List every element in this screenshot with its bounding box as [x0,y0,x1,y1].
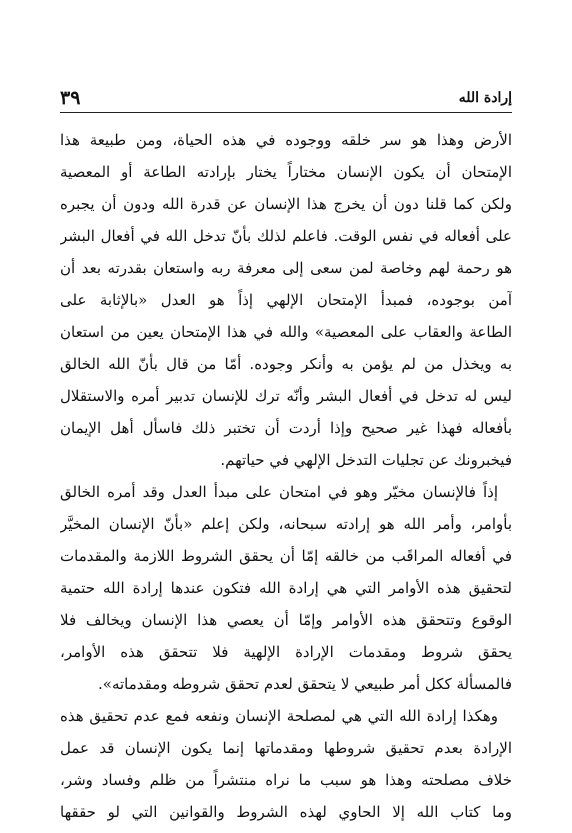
text-line: وهكذا إرادة الله التي هي لمصلحة الإنسان ونفعه فمع عدم تحقيق هذه [60,707,498,725]
text-line: فيخبرونك عن تجليات التدخل الإلهي في حياتهم. [220,451,512,469]
paragraph [60,476,512,700]
paragraph [60,124,512,476]
body-text [60,124,512,828]
text-line: إذاً فالإنسان مخيّر وهو في امتحان على مبدأ العدل وقد أمره الخالق [60,483,498,501]
text-line: يحقق شروط ومقدمات الإرادة الإلهية فلا تتحقق هذه الأوامر، [60,643,512,661]
text-line: هو رحمة لهم وخاصة لمن سعى إلى معرفة ربه واستعان بقدرته بعد أن [60,259,512,277]
text-line: الوقوع وتتحقق هذه الأوامر وإمّا أن يعصي هذا الإنسان ويخالف فلا [60,611,512,629]
text-line: الأرض وهذا هو سر خلقه ووجوده في هذه الحياة، ومن طبيعة هذا [60,131,512,149]
text-line: الإرادة بعدم تحقيق شروطها ومقدماتها إنما يكون الإنسان قد عمل [60,739,512,757]
text-line: الطاعة والعقاب على المعصية» والله في هذا الإمتحان يعين من استعان [60,323,512,341]
text-line: بأفعاله فهذا غير صحيح وإذا أردت أن تختبر ذلك فاسأل أهل الإيمان [60,419,512,437]
text-line: لتحقيق هذه الأوامر التي هي إرادة الله فتكون عندها إرادة الله حتمية [60,579,512,597]
text-line: ليس له تدخل في أفعال البشر وأنّه ترك للإنسان تدبير أمره والاستقلال [60,387,512,405]
page-number: ٣٩ [60,87,81,109]
text-line: بأوامر، وأمر الله هو إرادته سبحانه، ولكن إعلم «بأنّ الإنسان المخيَّر [60,515,512,533]
paragraph [60,700,512,828]
running-title: إرادة الله [458,90,512,106]
text-line: الإمتحان أن يكون الإنسان مختاراً يختار بإرادته الطاعة أو المعصية [60,163,512,181]
text-line: فالمسألة ككل أمر طبيعي لا يتحقق لعدم تحقق شروطه ومقدماته». [98,675,512,693]
text-line: آمن بوجوده، فمبدأ الإمتحان الإلهي إذاً هو العدل «بالإثابة على [60,291,512,309]
text-line: به ويخذل من لم يؤمن به وأنكر وجوده. أمّا من قال بأنّ الله الخالق [60,355,512,373]
text-line: على أفعاله في نفس الوقت. فاعلم لذلك بأنّ تدخل الله في أفعال البشر [60,227,512,245]
text-line: خلاف مصلحته وهذا هو سبب ما نراه منتشراً من ظلم وفساد وشر، [60,771,512,789]
page-header [60,86,512,113]
text-line: في أفعاله المراقَب من خالقه إمّا أن يحقق الشروط اللازمة والمقدمات [60,547,512,565]
text-line: وما كتاب الله إلا الحاوي لهذه الشروط والقوانين التي لو حققها [60,803,512,821]
text-line: ولكن كما قلنا دون أن يخرج هذا الإنسان عن قدرة الله ودون أن يجبره [60,195,512,213]
